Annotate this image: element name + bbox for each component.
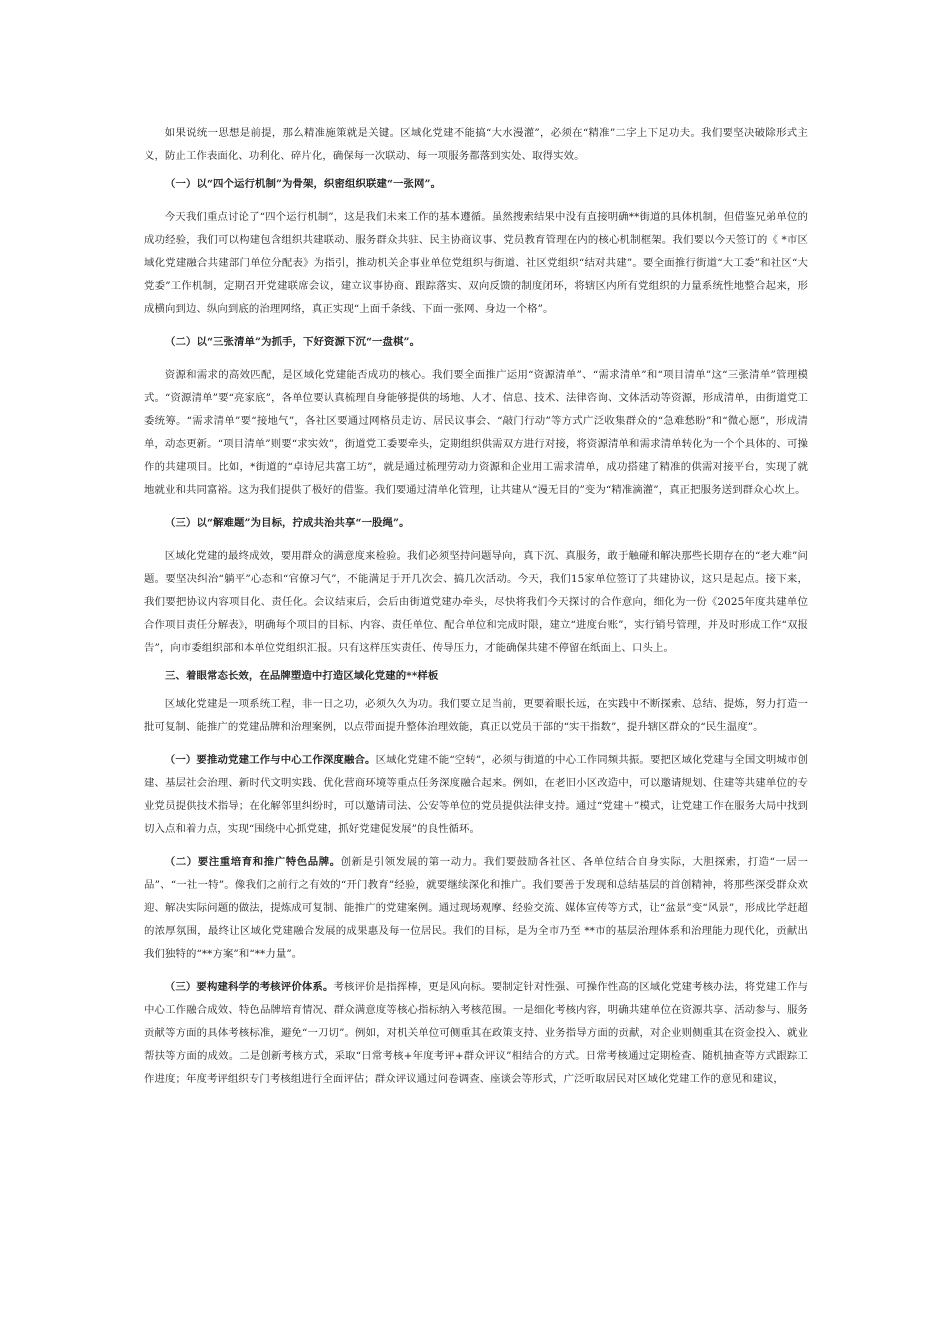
paragraph-assessment (144, 976, 808, 1091)
paragraph-longterm: 区域化党建是一项系统工程，非一日之功，必须久久为功。我们要立足当前，更要着眼长远，在实践中不断探索、总结、提炼，努力打造一批可复制、能推广的党建品牌和治理案例，以点带面提升整体治理效能，真正以党员干部的“实干指数”，提升辖区群众的“民生温度”。 (144, 698, 808, 733)
integration-body: 区域化党建不能“空转”，必须与街道的中心工作同频共振。要把区域化党建与全国文明城市创建、基层社会治理、新时代文明实践、优化营商环境等重点任务深度融合起来。例如，在老旧小区改造中，可以邀请规划、住建等共建单位的专业党员提供技术指导；在化解邻里纠纷时，可以邀请司法、公安等单位的党员提供法律支持。通过“党建＋”模式，让党建工作在服务大局中找到切入点和着力点，实现“围绕中心抓党建，抓好党建促发展”的良性循环。 (144, 754, 808, 835)
brand-lead: （二）要注重培育和推广特色品牌。 (164, 856, 341, 868)
paragraph-intro: 如果说统一思想是前提，那么精准施策就是关键。区域化党建不能搞“大水漫灌”，必须在“精准”二字上下足功夫。我们要坚决破除形式主义，防止工作表面化、功利化、碎片化，确保每一次联动、每一项服务都落到实处、取得实效。 (144, 127, 808, 162)
assessment-body: 考核评价是指挥棒，更是风向标。要制定针对性强、可操作性高的区域化党建考核办法，将党建工作与中心工作融合成效、特色品牌培育情况、群众满意度等核心指标纳入考核范围。一是细化考核内容，明确共建单位在资源共享、活动参与、服务贡献等方面的具体考核标准，避免“一刀切”。例如，对机关单位可侧重其在政策支持、业务指导方面的贡献，对企业则侧重其在资金投入、就业帮扶等方面的成效。二是创新考核方式，采取“日常考核+年度考评+群众评议”相结合的方式。日常考核通过定期检查、随机抽查等方式跟踪工作进度；年度考评组织专门考核组进行全面评估；群众评议通过问卷调查、座谈会等形式，广泛听取居民对区域化党建工作的意见和建议， (144, 981, 808, 1085)
chapter-heading-3: 三、着眼常态长效，在品牌塑造中打造区域化党建的**样板 (165, 670, 439, 682)
section-heading-1: （一）以“四个运行机制”为骨架，织密组织联建“一张网”。 (165, 178, 442, 190)
section-heading-3: （三）以“解难题”为目标，拧成共治共享“一股绳”。 (165, 517, 410, 529)
assessment-lead: （三）要构建科学的考核评价体系。 (164, 981, 334, 993)
section-heading-2: （二）以“三张清单”为抓手，下好资源下沉“一盘棋”。 (165, 336, 421, 348)
integration-lead: （一）要推动党建工作与中心工作深度融合。 (164, 754, 376, 766)
document-body (144, 122, 808, 1091)
paragraph-mechanism: 今天我们重点讨论了“四个运行机制”，这是我们未来工作的基本遵循。虽然搜索结果中没有直接明确**街道的具体机制，但借鉴兄弟单位的成功经验，我们可以构建包含组织共建联动、服务群众共驻、民主协商议事、党员教育管理在内的核心机制框架。我们要以今天签订的《 *市区域化党建融合共建部门单位分配表》为指引，推动机关企事业单位党组织与街道、社区党组织“结对共建”。要全面推行街道“大工委”和社区“大党委”工作机制，定期召开党建联席会议，建立议事协商、跟踪落实、双向反馈的制度闭环，将辖区内所有党组织的力量系统性地整合起来，形成横向到边、纵向到底的治理网络，真正实现“上面千条线、下面一张网、身边一个格”。 (144, 211, 808, 315)
paragraph-integration (144, 749, 808, 841)
brand-body: 创新是引领发展的第一动力。我们要鼓励各社区、各单位结合自身实际，大胆探索，打造“一居一品”、“一社一特”。像我们之前行之有效的“开门教育”经验，就要继续深化和推广。我们要善于发现和总结基层的首创精神，将那些深受群众欢迎、解决实际问题的做法，提炼成可复制、能推广的党建案例。通过现场观摩、经验交流、媒体宣传等方式，让“盆景”变“风景”，形成比学赶超的浓厚氛围，最终让区域化党建融合发展的成果惠及每一位居民。我们的目标，是为全市乃至 **市的基层治理体系和治理能力现代化，贡献出我们独特的“**方案”和“**力量”。 (144, 856, 809, 960)
paragraph-brand (144, 851, 808, 966)
paragraph-lists: 资源和需求的高效匹配，是区域化党建能否成功的核心。我们要全面推广运用“资源清单”、“需求清单”和“项目清单”这“三张清单”管理模式。“资源清单”要“亮家底”，各单位要认真梳理自身能够提供的场地、人才、信息、技术、法律咨询、文体活动等资源，形成清单，由街道党工委统筹。“需求清单”要“接地气”，各社区要通过网格员走访、居民议事会、“敲门行动”等方式广泛收集群众的“急难愁盼”和“微心愿”，形成清单，动态更新。“项目清单”则要“求实效”，街道党工委要牵头，定期组织供需双方进行对接，将资源清单和需求清单转化为一个个具体的、可操作的共建项目。比如，*街道的“卓诗尼共富工坊”，就是通过梳理劳动力资源和企业用工需求清单，成功搭建了精准的供需对接平台，实现了就地就业和共同富裕。这为我们提供了极好的借鉴。我们要通过清单化管理，让共建从“漫无目的”变为“精准滴灌”，真正把服务送到群众心坎上。 (144, 369, 808, 496)
paragraph-problems: 区域化党建的最终成效，要用群众的满意度来检验。我们必须坚持问题导向，真下沉、真服务，敢于触碰和解决那些长期存在的“老大难”问题。要坚决纠治“躺平”心态和“官僚习气”，不能满足于开几次会、搞几次活动。今天，我们15家单位签订了共建协议，这只是起点。接下来，我们要把协议内容项目化、责任化。会议结束后，会后由街道党建办牵头，尽快将我们今天探讨的合作意向，细化为一份《2025年度共建单位合作项目责任分解表》，明确每个项目的目标、内容、责任单位、配合单位和完成时限，建立“进度台账”，实行销号管理，并及时形成工作“双报告”，向市委组织部和本单位党组织汇报。只有这样压实责任、传导压力，才能确保共建不停留在纸面上、口头上。 (144, 550, 808, 654)
